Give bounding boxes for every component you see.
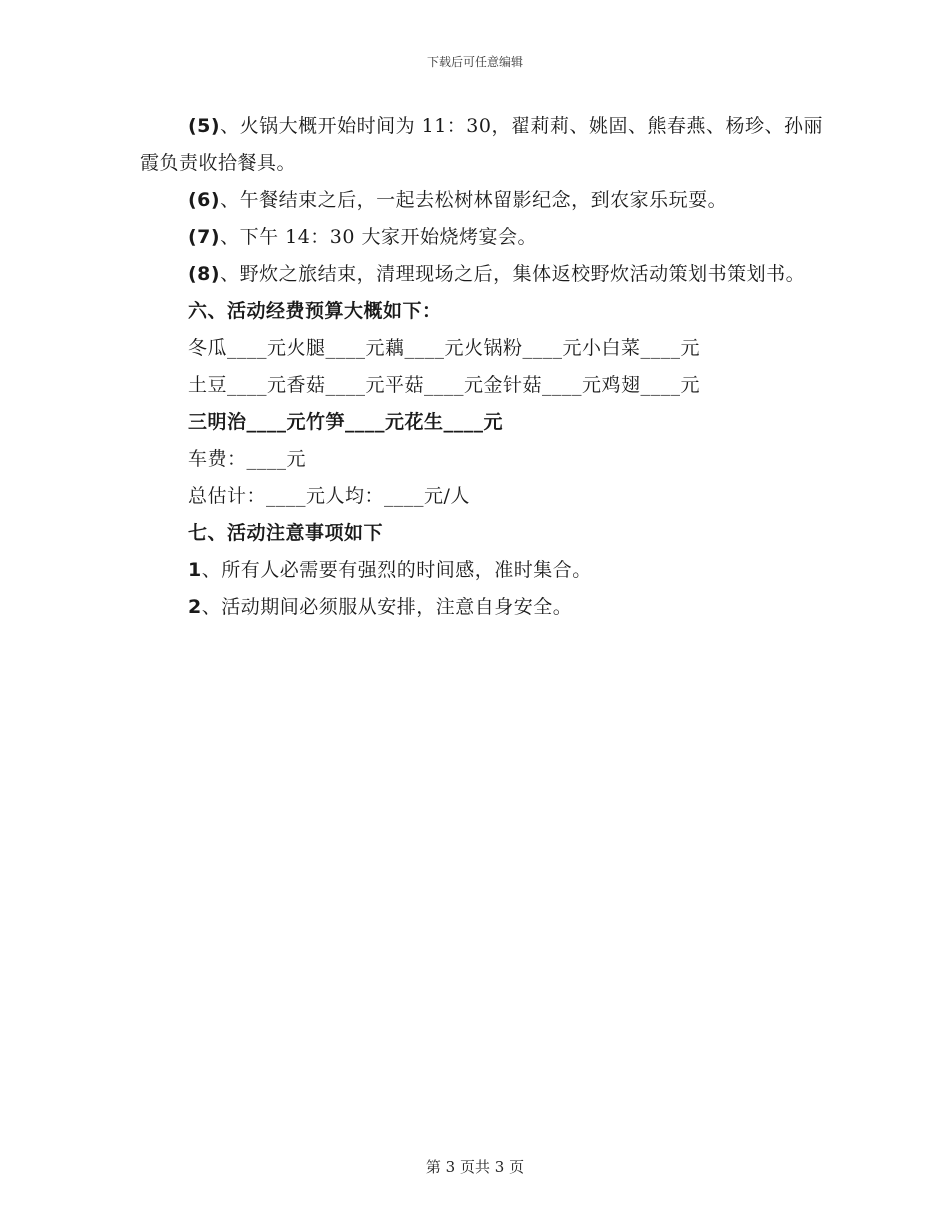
item-number: (5) (188, 115, 221, 137)
item-text: 、午餐结束之后，一起去松树林留影纪念，到农家乐玩耍。 (220, 189, 728, 211)
document-body (140, 108, 830, 626)
item-number: 2 (188, 596, 202, 618)
paragraph-5 (140, 108, 830, 182)
note-item-2 (140, 589, 830, 626)
item-text: 、所有人必需要有强烈的时间感，准时集合。 (201, 559, 592, 581)
item-text: 、火锅大概开始时间为 11：30，翟莉莉、姚固、熊春燕、杨珍、孙丽霞负责收拾餐具。 (140, 115, 823, 174)
budget-line-2: 土豆____元香菇____元平菇____元金针菇____元鸡翅____元 (188, 374, 701, 396)
paragraph-7 (140, 219, 830, 256)
paragraph-8 (140, 256, 830, 293)
page-header: 下载后可任意编辑 (426, 55, 523, 69)
budget-line-1: 冬瓜____元火腿____元藕____元火锅粉____元小白菜____元 (188, 337, 701, 359)
item-text: 、下午 14：30 大家开始烧烤宴会。 (220, 226, 538, 248)
item-text: 、野炊之旅结束，清理现场之后，集体返校野炊活动策划书策划书。 (220, 263, 806, 285)
section-6-heading: 六、活动经费预算大概如下： (188, 300, 442, 322)
page-footer: 第 3 页共 3 页 (425, 1158, 525, 1176)
budget-line-3: 三明治____元竹笋____元花生____元 (188, 411, 504, 433)
item-number: (6) (188, 189, 221, 211)
note-item-1 (140, 552, 830, 589)
paragraph-6 (140, 182, 830, 219)
total-estimate: 总估计：____元人均：____元/人 (188, 485, 470, 507)
item-number: 1 (188, 559, 202, 581)
item-text: 、活动期间必须服从安排，注意自身安全。 (201, 596, 573, 618)
item-number: (8) (188, 263, 221, 285)
car-fee: 车费：____元 (188, 448, 307, 470)
item-number: (7) (188, 226, 221, 248)
section-7-heading: 七、活动注意事项如下 (188, 522, 384, 544)
